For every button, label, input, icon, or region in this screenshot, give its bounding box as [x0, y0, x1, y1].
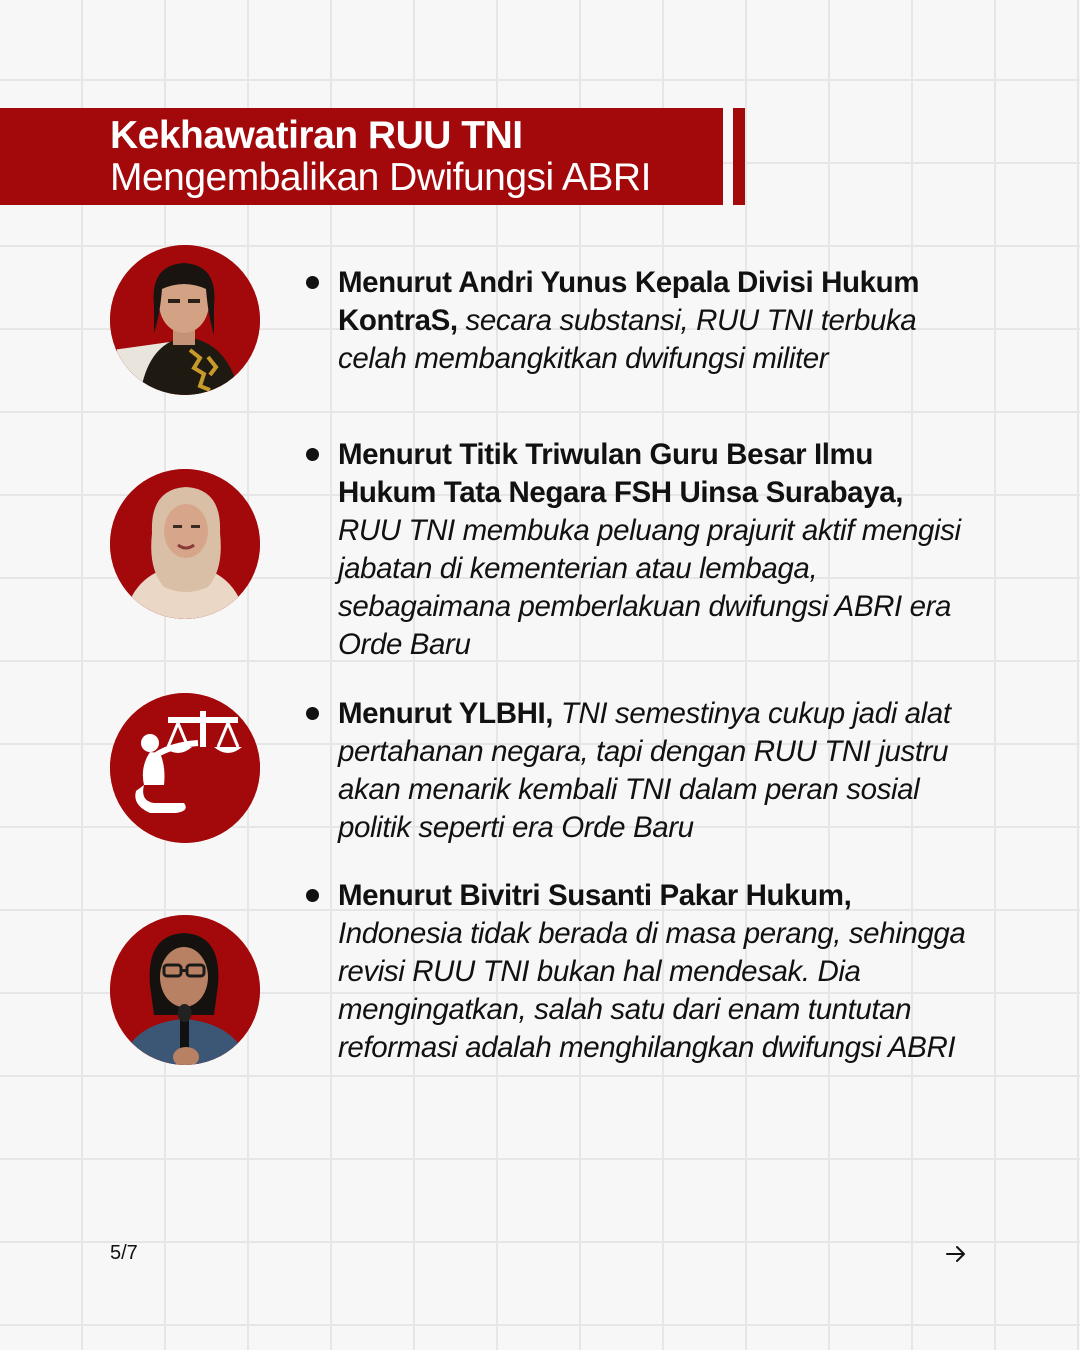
avatar-bivitri-susanti: [110, 915, 260, 1065]
page-indicator: 5/7: [110, 1242, 138, 1264]
avatar-andri-yunus: [110, 245, 260, 395]
bullet-point: [306, 707, 319, 720]
bullet-point: [306, 276, 319, 289]
quote-andri-yunus: Menurut Andri Yunus Kepala Divisi Hukum KontraS, secara substansi, RUU TNI terbuka celah membangkitkan dwifungsi militer: [338, 266, 920, 375]
page-subtitle: Mengembalikan Dwifungsi ABRI: [110, 156, 651, 199]
quote-titik-triwulan: Menurut Titik Triwulan Guru Besar Ilmu Hukum Tata Negara FSH Uinsa Surabaya, RUU TNI membuka peluang prajurit aktif mengisi jabatan di kementerian atau lembaga, sebagaimana pemberlakuan dwifungsi ABRI era Orde Baru: [338, 438, 961, 661]
bullet-point: [306, 889, 319, 902]
bullet-point: [306, 448, 319, 461]
title-accent-stripe: [733, 108, 745, 205]
avatar-titik-triwulan: [110, 469, 260, 619]
quote-bivitri-susanti: Menurut Bivitri Susanti Pakar Hukum, Indonesia tidak berada di masa perang, sehingga revisi RUU TNI bukan hal mendesak. Dia mengingatkan, salah satu dari enam tuntutan reformasi adalah menghilangkan dwifungsi ABRI: [338, 879, 966, 1064]
arrow-right-icon[interactable]: [945, 1243, 967, 1265]
page-title: Kekhawatiran RUU TNI: [110, 114, 523, 157]
scales-of-justice-icon: [110, 693, 260, 843]
avatar-ylbhi: [110, 693, 260, 843]
quote-ylbhi: Menurut YLBHI, TNI semestinya cukup jadi alat pertahanan negara, tapi dengan RUU TNI justru akan menarik kembali TNI dalam peran sosial politik seperti era Orde Baru: [338, 697, 951, 844]
